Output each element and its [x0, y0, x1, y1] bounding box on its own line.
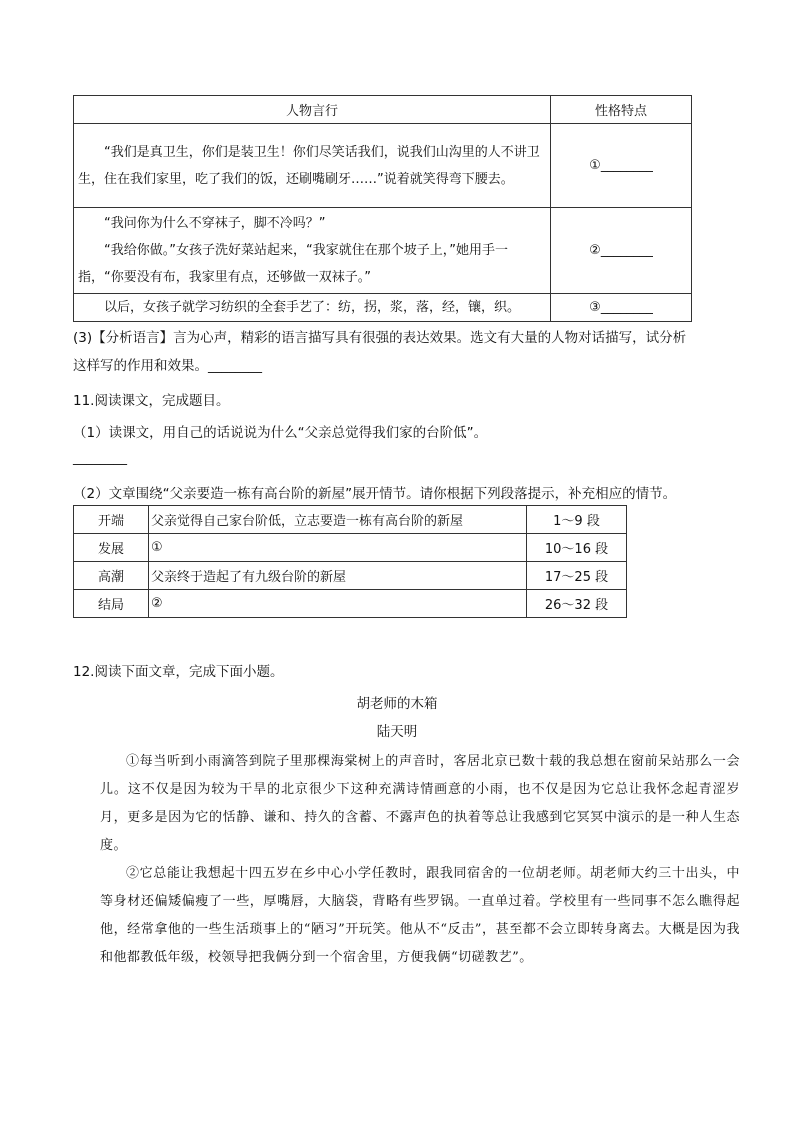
table-row	[74, 294, 692, 322]
stage-cell: 高潮	[74, 562, 149, 590]
range-cell: 1～9 段	[527, 506, 627, 534]
trait-blank[interactable]: ③________	[551, 294, 692, 322]
speech-cell	[74, 294, 551, 322]
article-author: 陆天明	[376, 724, 418, 740]
table-row	[74, 208, 692, 294]
plot-blank-cell[interactable]: ①	[149, 534, 527, 562]
question-11-sub1: （1）读课文，用自己的话说说为什么“父亲总觉得我们家的台阶低”。	[73, 425, 488, 441]
plot-blank-cell[interactable]: ②	[149, 590, 527, 618]
range-cell: 26～32 段	[527, 590, 627, 618]
trait-blank[interactable]: ②________	[551, 208, 692, 294]
table-row	[74, 506, 627, 534]
question-3-line2: 这样写的作用和效果。________	[73, 358, 262, 374]
character-traits-table	[73, 95, 692, 322]
range-cell: 17～25 段	[527, 562, 627, 590]
speech-cell	[74, 124, 551, 208]
question-3-line1: (3)【分析语言】言为心声，精彩的语言描写具有很强的表达效果。选文有大量的人物对话描写，试分析	[73, 330, 687, 346]
table-header-row	[74, 96, 692, 124]
table-row	[74, 534, 627, 562]
article-title: 胡老师的木箱	[356, 696, 438, 712]
speech-cell	[74, 208, 551, 294]
question-11-title: 11.阅读课文，完成题目。	[73, 393, 230, 409]
range-cell: 10～16 段	[527, 534, 627, 562]
plot-cell: 父亲觉得自己家台阶低，立志要造一栋有高台阶的新屋	[149, 506, 527, 534]
plot-structure-table	[73, 505, 627, 618]
table-row	[74, 124, 692, 208]
table-row	[74, 562, 627, 590]
article-paragraph-1: ①每当听到小雨滴答到院子里那棵海棠树上的声音时，客居北京已数十载的我总想在窗前呆站那么一会儿。这不仅是因为较为干旱的北京很少下这种充满诗情画意的小雨，也不仅是因为它总让我怀念起青涩岁月，更多是因为它的恬静、谦和、持久的含蓄、不露声色的执着等总让我感到它冥冥中演示的是一种人生态度。	[100, 754, 740, 853]
plot-cell: 父亲终于造起了有九级台阶的新屋	[149, 562, 527, 590]
question-12-title: 12.阅读下面文章，完成下面小题。	[73, 664, 284, 680]
article-paragraph-2: ②它总能让我想起十四五岁在乡中心小学任教时，跟我同宿舍的一位胡老师。胡老师大约三十出头，中等身材还偏矮偏瘦了一些，厚嘴唇，大脑袋，背略有些罗锅。一直单过着。学校里有一些同事不怎么瞧得起他，经常拿他的一些生活琐事上的“陋习”开玩笑。他从不“反击”，甚至都不会立即转身离去。大概是因为我和他都教低年级，校领导把我俩分到一个宿舍里，方便我俩“切磋教艺”。	[100, 866, 740, 965]
question-11-sub2: （2）文章围绕“父亲要造一栋有高台阶的新屋”展开情节。请你根据下列段落提示，补充相应的情节。	[73, 486, 677, 502]
header-speech: 人物言行	[74, 96, 551, 124]
speech-text: “我给你做。”女孩子洗好菜站起来，“我家就住在那个坡子上，”她用手一指，“你要没有布，我家里有点，还够做一双袜子。”	[78, 243, 508, 285]
stage-cell: 发展	[74, 534, 149, 562]
speech-text: “我问你为什么不穿袜子，脚不冷吗？”	[104, 216, 326, 231]
speech-text: 以后，女孩子就学习纺织的全套手艺了：纺，拐，浆，落，经，镶，织。	[104, 299, 521, 315]
trait-blank[interactable]: ①________	[551, 124, 692, 208]
table-row	[74, 590, 627, 618]
answer-blank[interactable]: ________	[73, 450, 127, 466]
stage-cell: 开端	[74, 506, 149, 534]
header-trait: 性格特点	[551, 96, 692, 124]
stage-cell: 结局	[74, 590, 149, 618]
speech-text: “我们是真卫生，你们是装卫生！你们尽笑话我们，说我们山沟里的人不讲卫生，住在我们家里，吃了我们的饭，还刷嘴刷牙……”说着就笑得弯下腰去。	[78, 144, 540, 187]
